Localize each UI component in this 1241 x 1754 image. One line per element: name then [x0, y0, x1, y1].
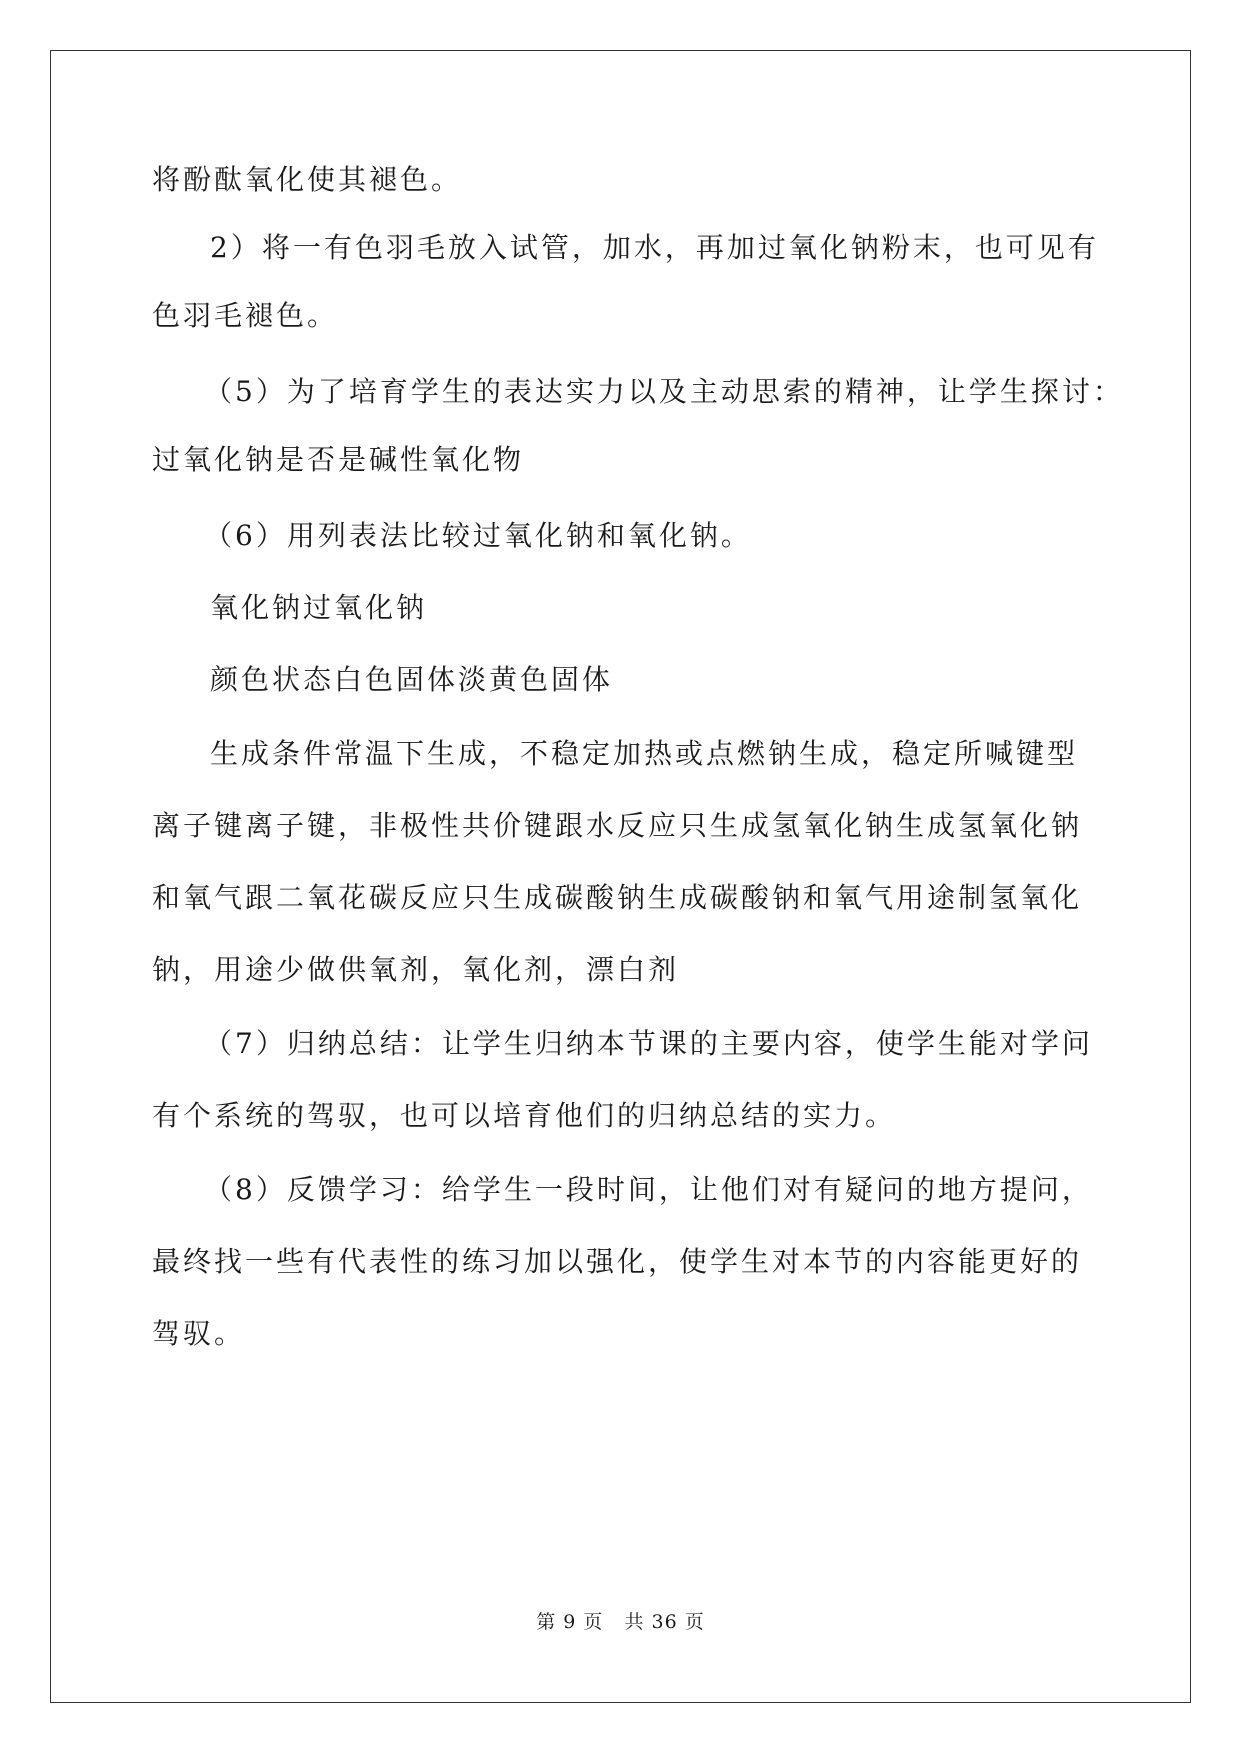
text-line: 将酚酞氧化使其褪色。: [152, 163, 463, 196]
text-line: 2）将一有色羽毛放入试管，加水，再加过氧化钠粉末，也可见有: [210, 231, 1099, 264]
text-line: 颜色状态白色固体淡黄色固体: [210, 663, 614, 696]
text-line: （7）归纳总结：让学生归纳本节课的主要内容，使学生能对学问: [204, 1027, 1093, 1060]
text-line: 色羽毛褪色。: [152, 299, 339, 332]
text-line: 有个系统的驾驭，也可以培育他们的归纳总结的实力。: [152, 1099, 897, 1132]
text-line: 氧化钠过氧化钠: [210, 591, 428, 624]
text-line: （8）反馈学习：给学生一段时间，让他们对有疑问的地方提问，: [204, 1173, 1093, 1206]
page-footer: [0, 1607, 1241, 1634]
text-line: 钠，用途少做供氧剂，氧化剂，漂白剂: [152, 953, 680, 986]
page-number: 第 9 页: [536, 1611, 604, 1633]
text-line: （6）用列表法比较过氧化钠和氧化钠。: [204, 519, 752, 552]
page-total: 共 36 页: [624, 1611, 705, 1633]
text-line: 和氧气跟二氧花碳反应只生成碳酸钠生成碳酸钠和氧气用途制氢氧化: [152, 881, 1083, 914]
text-line: 过氧化钠是否是碱性氧化物: [152, 443, 525, 476]
text-line: 离子键离子键，非极性共价键跟水反应只生成氢氧化钠生成氢氧化钠: [152, 809, 1083, 842]
text-line: 生成条件常温下生成，不稳定加热或点燃钠生成，稳定所喊键型: [210, 737, 1079, 770]
text-line: 驾驭。: [152, 1317, 246, 1350]
text-line: （5）为了培育学生的表达实力以及主动思索的精神，让学生探讨：: [204, 375, 1124, 408]
text-line: 最终找一些有代表性的练习加以强化，使学生对本节的内容能更好的: [152, 1245, 1083, 1278]
